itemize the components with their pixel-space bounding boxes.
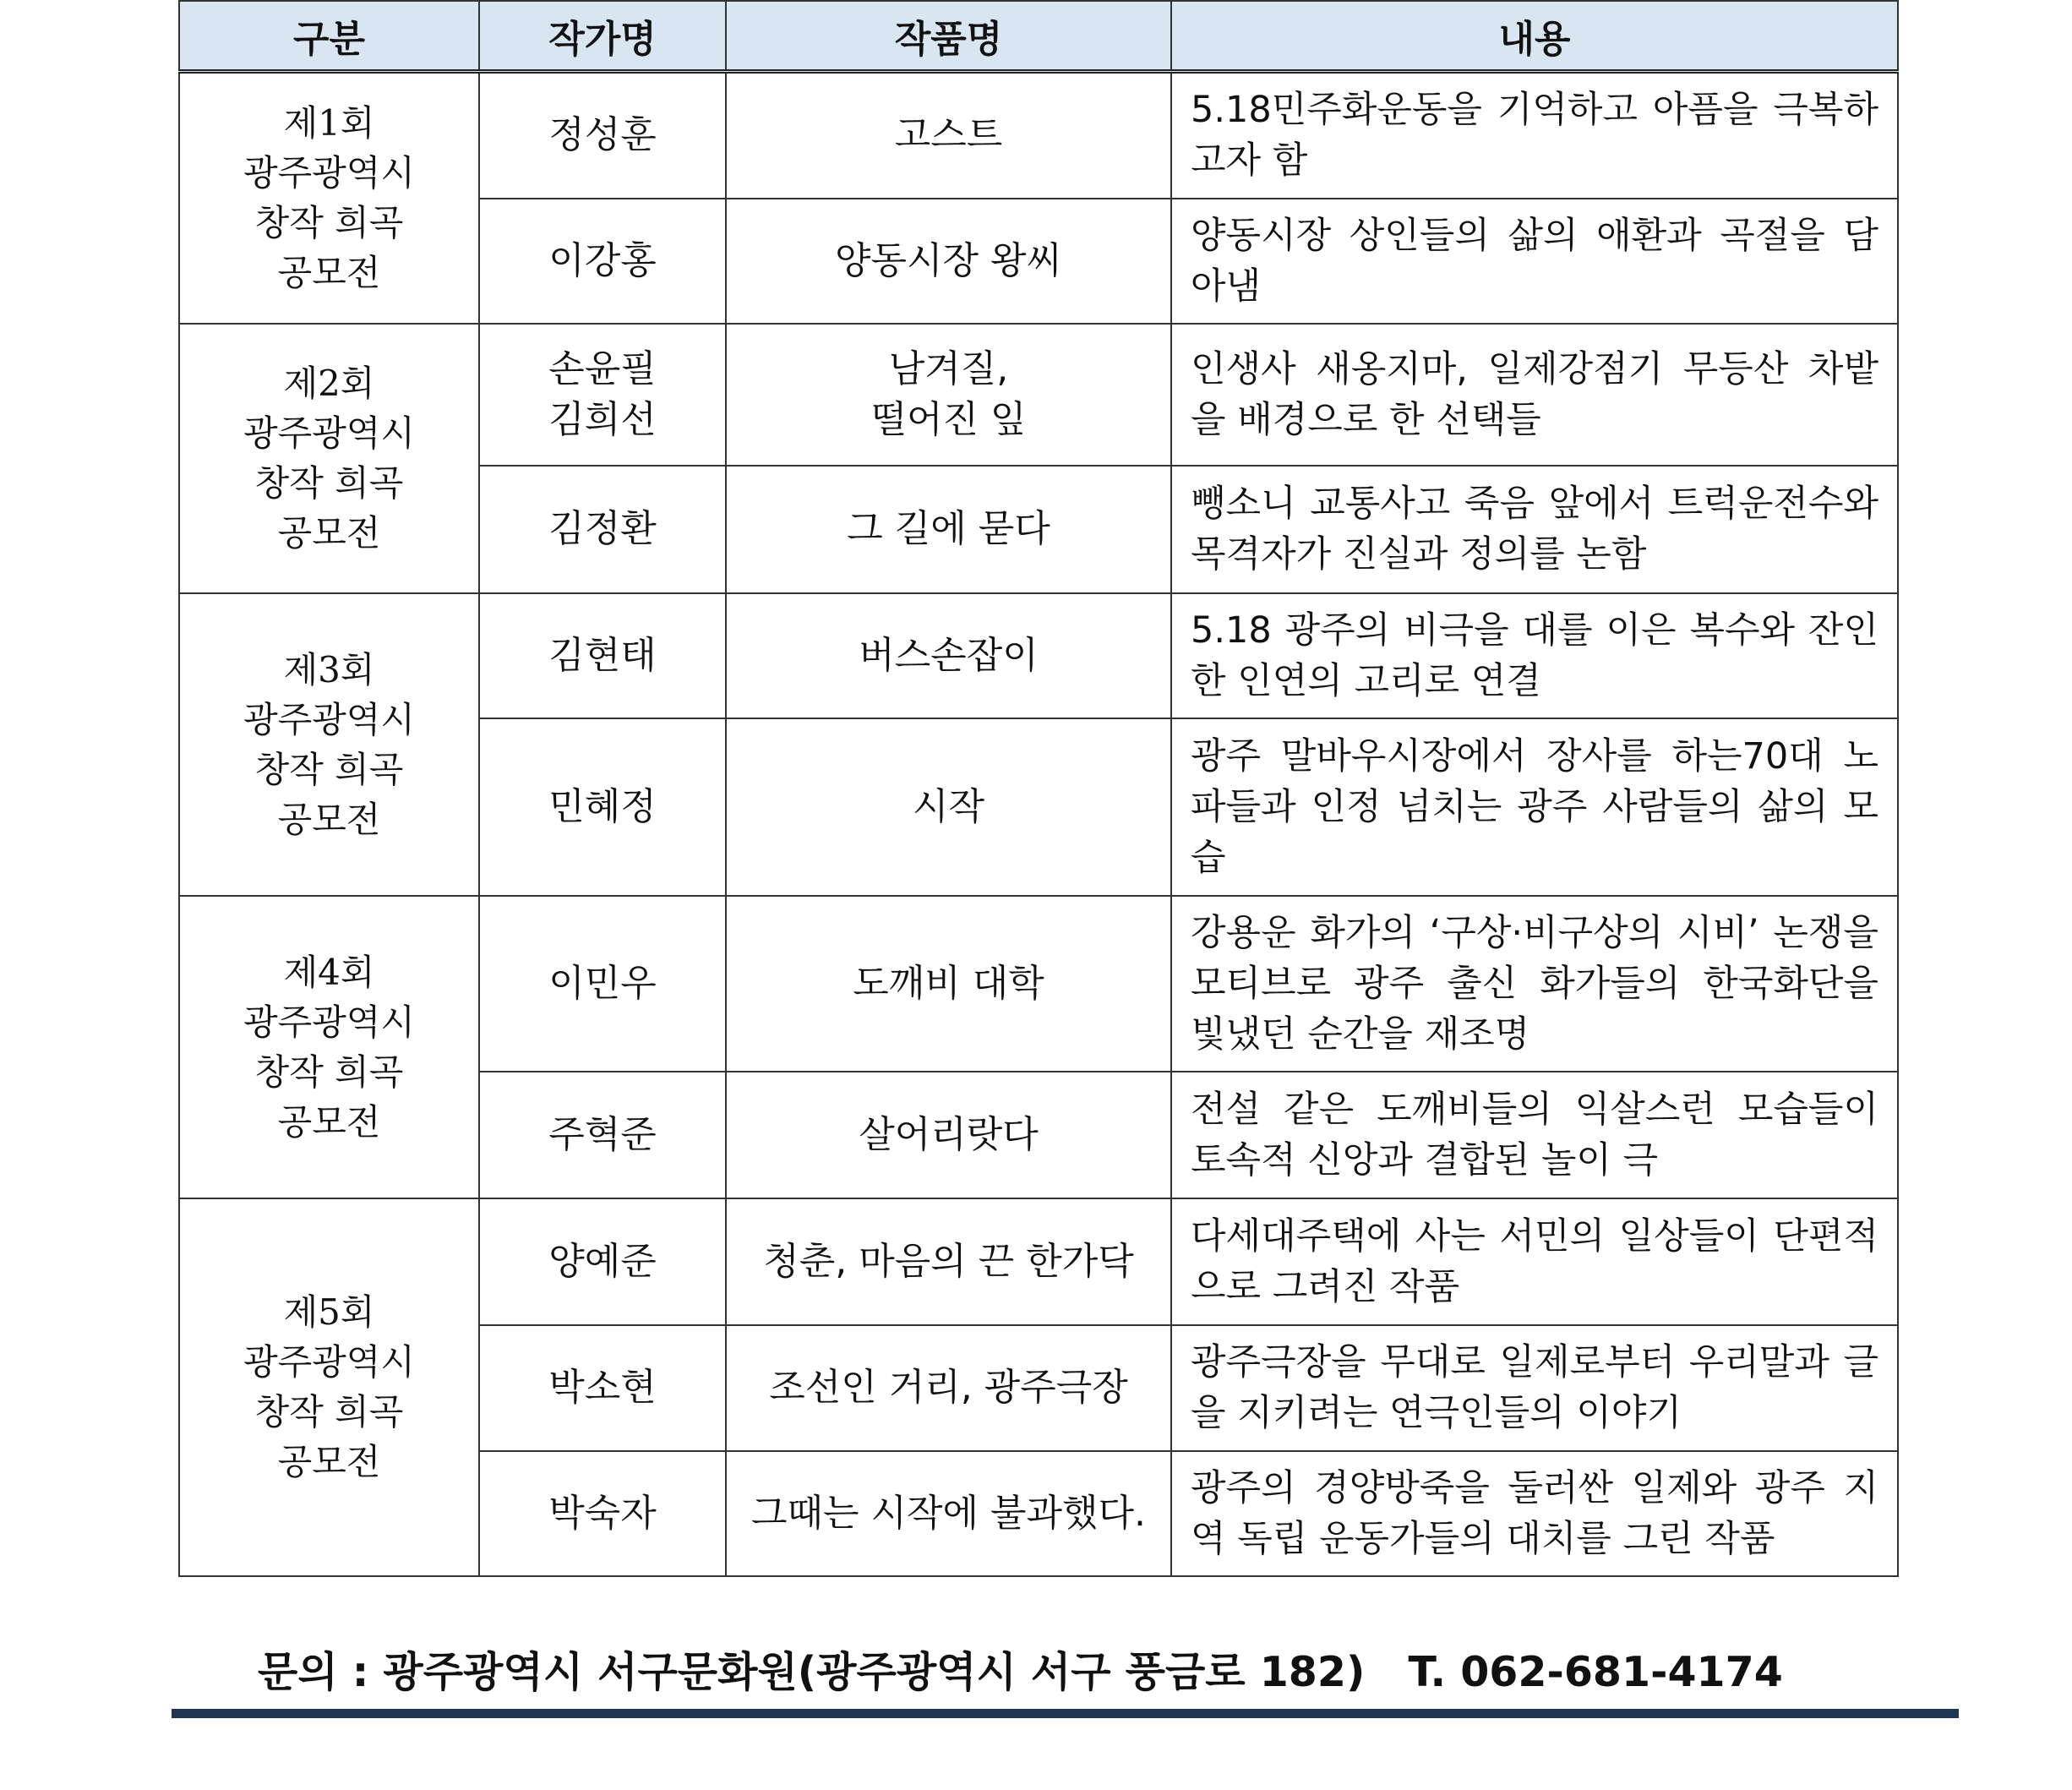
description-cell: 다세대주택에 사는 서민의 일상들이 단편적으로 그려진 작품 <box>1171 1198 1898 1325</box>
edition-cell: 제2회 광주광역시 창작 희곡 공모전 <box>179 324 479 593</box>
description-cell: 광주의 경양방죽을 둘러싼 일제와 광주 지역 독립 운동가들의 대치를 그린 작품 <box>1171 1451 1898 1576</box>
description-cell: 광주극장을 무대로 일제로부터 우리말과 글을 지키려는 연극인들의 이야기 <box>1171 1325 1898 1451</box>
work-cell: 시작 <box>726 718 1171 896</box>
table-row <box>179 324 1898 466</box>
edition-cell: 제3회 광주광역시 창작 희곡 공모전 <box>179 593 479 896</box>
work-cell: 고스트 <box>726 72 1171 199</box>
table-row <box>179 896 1898 1072</box>
table-row <box>179 1198 1898 1325</box>
table-header-row <box>179 1 1898 72</box>
edition-cell: 제4회 광주광역시 창작 희곡 공모전 <box>179 896 479 1198</box>
author-cell: 양예준 <box>479 1198 726 1325</box>
header-category: 구분 <box>179 1 479 72</box>
footer-divider <box>172 1709 1959 1718</box>
edition-cell: 제5회 광주광역시 창작 희곡 공모전 <box>179 1198 479 1576</box>
work-cell: 조선인 거리, 광주극장 <box>726 1325 1171 1451</box>
work-cell: 남겨질, 떨어진 잎 <box>726 324 1171 466</box>
author-cell: 김정환 <box>479 466 726 593</box>
description-cell: 뺑소니 교통사고 죽음 앞에서 트럭운전수와 목격자가 진실과 정의를 논함 <box>1171 466 1898 593</box>
header-author: 작가명 <box>479 1 726 72</box>
work-cell: 청춘, 마음의 끈 한가닥 <box>726 1198 1171 1325</box>
contest-results-table <box>178 0 1899 1577</box>
work-cell: 버스손잡이 <box>726 593 1171 718</box>
work-cell: 그 길에 묻다 <box>726 466 1171 593</box>
author-cell: 정성훈 <box>479 72 726 199</box>
table-row <box>179 593 1898 718</box>
description-cell: 양동시장 상인들의 삶의 애환과 곡절을 담아냄 <box>1171 199 1898 324</box>
work-cell: 살어리랏다 <box>726 1072 1171 1198</box>
author-cell: 김현태 <box>479 593 726 718</box>
author-cell: 이강홍 <box>479 199 726 324</box>
work-cell: 그때는 시작에 불과했다. <box>726 1451 1171 1576</box>
header-work: 작품명 <box>726 1 1171 72</box>
author-cell: 박소현 <box>479 1325 726 1451</box>
description-cell: 광주 말바우시장에서 장사를 하는70대 노파들과 인정 넘치는 광주 사람들의 삶의 모습 <box>1171 718 1898 896</box>
description-cell: 강용운 화가의 ‘구상·비구상의 시비’ 논쟁을 모티브로 광주 출신 화가들의 한국화단을 빛냈던 순간을 재조명 <box>1171 896 1898 1072</box>
work-cell: 양동시장 왕씨 <box>726 199 1171 324</box>
description-cell: 전설 같은 도깨비들의 익살스런 모습들이 토속적 신앙과 결합된 놀이 극 <box>1171 1072 1898 1198</box>
author-cell: 이민우 <box>479 896 726 1072</box>
work-cell: 도깨비 대학 <box>726 896 1171 1072</box>
author-cell: 주혁준 <box>479 1072 726 1198</box>
contact-info: 문의 : 광주광역시 서구문화원(광주광역시 서구 풍금로 182) T. 062-681-4174 <box>258 1648 1783 1696</box>
table-row <box>179 72 1898 199</box>
description-cell: 5.18 광주의 비극을 대를 이은 복수와 잔인한 인연의 고리로 연결 <box>1171 593 1898 718</box>
description-cell: 5.18민주화운동을 기억하고 아픔을 극복하고자 함 <box>1171 72 1898 199</box>
author-cell: 박숙자 <box>479 1451 726 1576</box>
author-cell: 손윤필 김희선 <box>479 324 726 466</box>
edition-cell: 제1회 광주광역시 창작 희곡 공모전 <box>179 72 479 324</box>
author-cell: 민혜정 <box>479 718 726 896</box>
header-content: 내용 <box>1171 1 1898 72</box>
description-cell: 인생사 새옹지마, 일제강점기 무등산 차밭을 배경으로 한 선택들 <box>1171 324 1898 466</box>
